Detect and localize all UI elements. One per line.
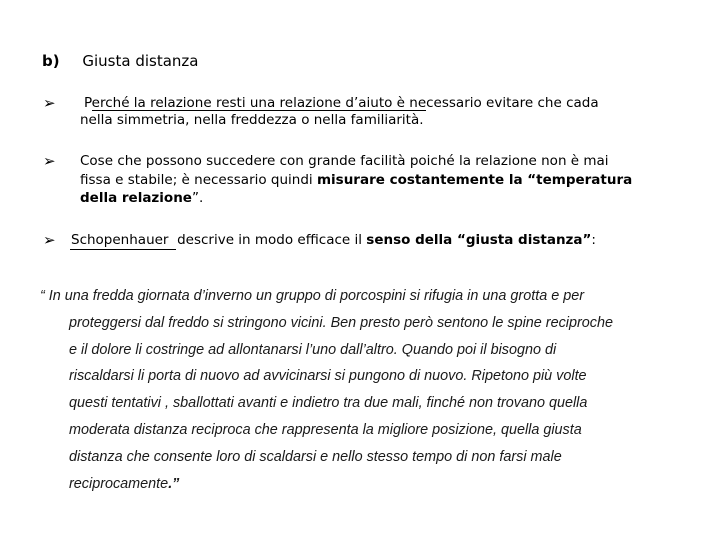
point-1-underline xyxy=(92,110,426,111)
point-1-line-2: nella simmetria, nella freddezza o nella familiarità. xyxy=(80,112,424,128)
author-underline xyxy=(70,249,176,250)
quote-line-4: riscaldarsi li porta di nuovo ad avvicinarsi si pungono di nuovo. Ripetono più volte xyxy=(69,368,587,384)
point-2-line-1: Cose che possono succedere con grande facilità poiché la relazione non è mai xyxy=(80,153,609,169)
quote-close: .” xyxy=(168,476,180,492)
quote-last-word: reciprocamente xyxy=(69,476,169,492)
quote-line-2: proteggersi dal freddo si stringono vicini. Ben presto però sentono le spine reciproche xyxy=(69,315,613,331)
bullet-arrow-icon: ➢ xyxy=(43,231,56,249)
bullet-arrow-icon: ➢ xyxy=(43,152,56,170)
point-3-emphasis: senso della “giusta distanza” xyxy=(366,232,592,248)
point-2-line-3 xyxy=(80,190,203,207)
section-title: Giusta distanza xyxy=(82,52,199,70)
point-1-line-1: Perché la relazione resti una relazione d’aiuto è necessario evitare che cada xyxy=(84,95,599,111)
point-3-line xyxy=(71,232,596,249)
point-3-text: descrive in modo efficace il xyxy=(168,232,367,248)
quote-line-3: e il dolore li costringe ad allontanarsi l’uno dall’altro. Quando poi il bisogno di xyxy=(69,342,557,358)
point-3-colon: : xyxy=(591,232,596,248)
point-2-emphasis: misurare costantemente la “temperatura xyxy=(316,172,633,188)
section-heading xyxy=(42,52,198,70)
point-2-line-3-end: ”. xyxy=(191,190,204,206)
bullet-arrow-icon: ➢ xyxy=(43,94,56,112)
point-2-emphasis-end: della relazione xyxy=(80,190,192,206)
section-label: b) xyxy=(42,52,60,70)
quote-line-5: questi tentativi , sballottati avanti e indietro tra due mali, finché non trovano quella xyxy=(69,395,588,411)
point-2-line-2 xyxy=(80,172,632,189)
point-2-line-2-text: fissa e stabile; è necessario quindi xyxy=(80,172,317,188)
author-name: Schopenhauer xyxy=(71,232,169,248)
quote-line-1: “ In una fredda giornata d’inverno un gruppo di porcospini si rifugia in una grotta e per xyxy=(40,288,584,304)
quote-line-8 xyxy=(69,475,179,493)
quote-line-6: moderata distanza reciproca che rappresenta la migliore posizione, quella giusta xyxy=(69,422,582,438)
quote-line-7: distanza che consente loro di scaldarsi e nello stesso tempo di non farsi male xyxy=(69,449,562,465)
